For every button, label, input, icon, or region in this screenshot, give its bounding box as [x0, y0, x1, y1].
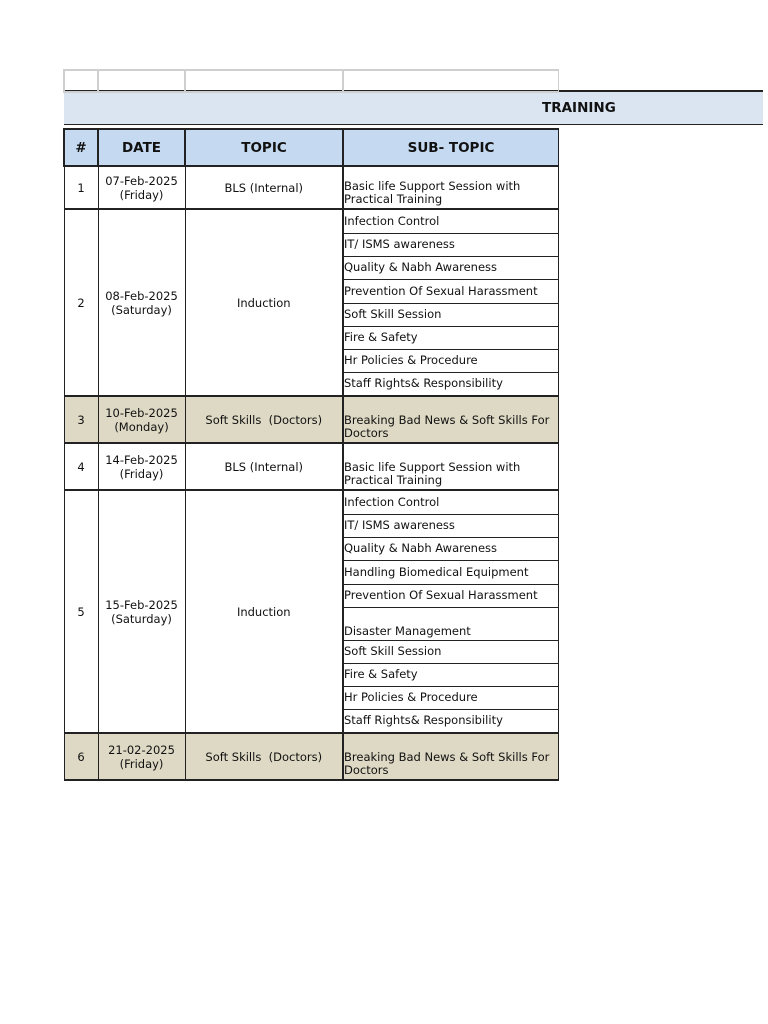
- subtopic-value: Hr Policies & Procedure: [344, 690, 478, 704]
- subtopic-value: Fire & Safety: [344, 330, 418, 344]
- date-cell[interactable]: [98, 443, 185, 490]
- row-number: 1: [77, 180, 85, 195]
- subtopic-cell[interactable]: [343, 686, 559, 709]
- row-number: 2: [77, 295, 85, 310]
- subtopic-cell[interactable]: [343, 279, 559, 303]
- subtopic-cell[interactable]: [343, 396, 559, 443]
- date-value: 21-02-2025: [108, 742, 175, 757]
- table-row: [64, 490, 559, 514]
- table-row: [64, 166, 559, 209]
- weekday-value: (Friday): [119, 756, 164, 771]
- date-cell[interactable]: [98, 166, 185, 209]
- subtopic-value: Breaking Bad News & Soft Skills For Doctors: [344, 413, 550, 440]
- subtopic-value: Prevention Of Sexual Harassment: [344, 588, 538, 602]
- subtopic-cell[interactable]: [343, 584, 559, 607]
- row-number-cell[interactable]: [64, 396, 98, 443]
- training-schedule-sheet: [62, 68, 559, 788]
- subtopic-value: Disaster Management: [344, 623, 471, 638]
- empty-cell[interactable]: [343, 70, 559, 92]
- training-title: TRAINING: [542, 100, 616, 116]
- training-schedule-table: [63, 69, 559, 781]
- column-header-date[interactable]: DATE: [98, 129, 185, 166]
- subtopic-value: Fire & Safety: [344, 667, 418, 681]
- date-cell[interactable]: [98, 396, 185, 443]
- subtopic-cell[interactable]: [343, 663, 559, 686]
- topic-value: BLS (Internal): [224, 459, 304, 474]
- row-number: 6: [77, 749, 85, 764]
- weekday-value: (Friday): [119, 466, 164, 481]
- topic-value: Induction: [236, 295, 291, 310]
- topic-value: Induction: [236, 604, 291, 619]
- subtopic-cell[interactable]: [343, 607, 559, 640]
- subtopic-cell[interactable]: [343, 166, 559, 209]
- table-row: [64, 733, 559, 780]
- row-number: 3: [77, 412, 85, 427]
- subtopic-cell[interactable]: [343, 443, 559, 490]
- row-number-cell[interactable]: [64, 443, 98, 490]
- table-row: [64, 396, 559, 443]
- topic-cell[interactable]: [185, 733, 343, 780]
- subtopic-cell[interactable]: [343, 490, 559, 514]
- subtopic-cell[interactable]: [343, 233, 559, 256]
- row-number: 4: [77, 459, 85, 474]
- subtopic-value: Quality & Nabh Awareness: [344, 541, 498, 555]
- subtopic-cell[interactable]: [343, 372, 559, 396]
- date-value: 14-Feb-2025: [105, 452, 178, 467]
- subtopic-value: Quality & Nabh Awareness: [344, 260, 498, 274]
- topic-value: Soft Skills (Doctors): [205, 412, 323, 427]
- row-number-cell[interactable]: [64, 733, 98, 780]
- subtopic-value: Staff Rights& Responsibility: [344, 376, 503, 391]
- weekday-value: (Friday): [119, 187, 164, 202]
- subtopic-cell[interactable]: [343, 326, 559, 349]
- empty-cell[interactable]: [185, 70, 343, 92]
- subtopic-value: Handling Biomedical Equipment: [344, 564, 529, 579]
- subtopic-cell[interactable]: [343, 640, 559, 663]
- date-value: 10-Feb-2025: [105, 405, 178, 420]
- subtopic-value: IT/ ISMS awareness: [344, 237, 455, 251]
- weekday-value: (Monday): [114, 419, 169, 434]
- column-header-subtopic[interactable]: SUB- TOPIC: [343, 129, 559, 166]
- subtopic-value: Infection Control: [344, 494, 440, 509]
- subtopic-value: Breaking Bad News & Soft Skills For Doctors: [344, 750, 550, 777]
- column-header-topic[interactable]: TOPIC: [185, 129, 343, 166]
- subtopic-cell[interactable]: [343, 537, 559, 560]
- row-number-cell[interactable]: [64, 209, 98, 396]
- column-header-number[interactable]: #: [64, 129, 98, 166]
- row-number-cell[interactable]: [64, 490, 98, 733]
- date-value: 15-Feb-2025: [105, 597, 178, 612]
- topic-cell[interactable]: [185, 209, 343, 396]
- title-row-spacer: [64, 92, 559, 129]
- column-header-row: [64, 129, 559, 166]
- table-row: [64, 209, 559, 233]
- subtopic-cell[interactable]: [343, 560, 559, 584]
- topic-cell[interactable]: [185, 396, 343, 443]
- subtopic-cell[interactable]: [343, 733, 559, 780]
- subtopic-value: Staff Rights& Responsibility: [344, 713, 503, 728]
- topic-cell[interactable]: [185, 443, 343, 490]
- topic-cell[interactable]: [185, 166, 343, 209]
- date-value: 08-Feb-2025: [105, 288, 178, 303]
- date-value: 07-Feb-2025: [105, 173, 178, 188]
- subtopic-value: Basic life Support Session with Practical Training: [344, 179, 521, 206]
- weekday-value: (Saturday): [111, 611, 172, 626]
- date-cell[interactable]: [98, 490, 185, 733]
- topic-value: BLS (Internal): [224, 180, 304, 195]
- subtopic-value: IT/ ISMS awareness: [344, 518, 455, 532]
- subtopic-value: Hr Policies & Procedure: [344, 353, 478, 367]
- subtopic-value: Prevention Of Sexual Harassment: [344, 283, 538, 298]
- table-row: [64, 443, 559, 490]
- subtopic-value: Soft Skill Session: [344, 644, 442, 658]
- subtopic-cell[interactable]: [343, 514, 559, 537]
- empty-cell[interactable]: [64, 70, 98, 92]
- row-number: 5: [77, 604, 85, 619]
- subtopic-value: Soft Skill Session: [344, 307, 442, 321]
- date-cell[interactable]: [98, 209, 185, 396]
- subtopic-value: Basic life Support Session with Practical Training: [344, 460, 521, 487]
- empty-cell[interactable]: [98, 70, 185, 92]
- weekday-value: (Saturday): [111, 302, 172, 317]
- subtopic-cell[interactable]: [343, 256, 559, 279]
- subtopic-cell[interactable]: [343, 349, 559, 372]
- subtopic-cell[interactable]: [343, 209, 559, 233]
- subtopic-cell[interactable]: [343, 709, 559, 733]
- date-cell[interactable]: [98, 733, 185, 780]
- topic-value: Soft Skills (Doctors): [205, 749, 323, 764]
- subtopic-cell[interactable]: [343, 303, 559, 326]
- subtopic-value: Infection Control: [344, 213, 440, 228]
- topic-cell[interactable]: [185, 490, 343, 733]
- empty-top-row: [64, 70, 559, 92]
- row-number-cell[interactable]: [64, 166, 98, 209]
